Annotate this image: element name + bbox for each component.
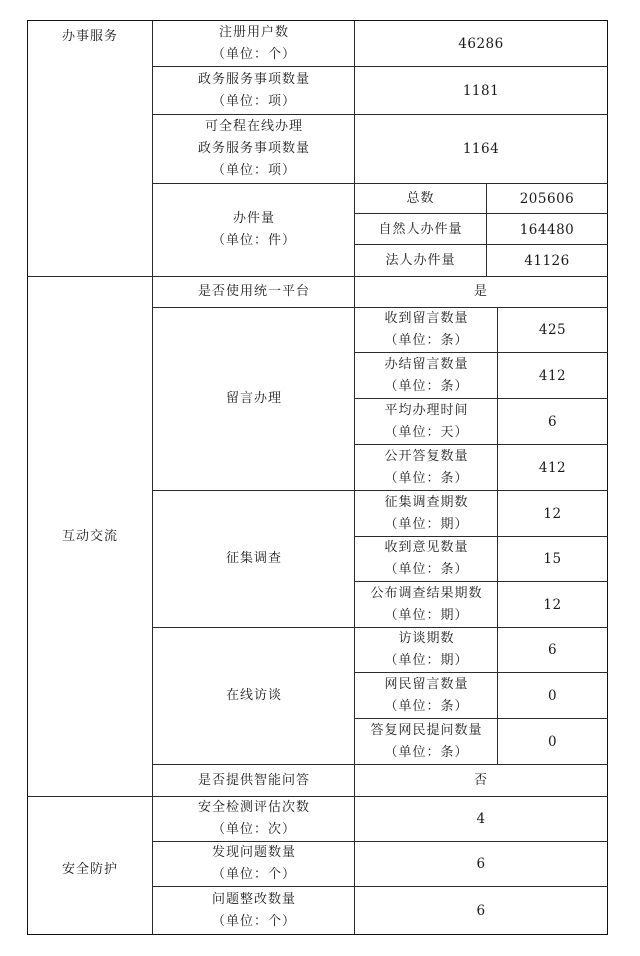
public-replies-value: 412 [538,459,567,476]
interview-periods-label: 访谈期数 （单位：期） [384,631,469,668]
row-divider [152,114,608,115]
security-assessments-value: 4 [476,811,486,827]
subrow-divider [354,536,608,537]
issues-rectified-label: 问题整改数量 （单位：个） [211,891,296,929]
netizen-messages-label: 网民留言数量 （单位：条） [384,676,469,714]
cases-total-label: 总数 [406,191,435,206]
security-assessments-label: 安全检测评估次数 （单位：次） [197,800,310,837]
cases-total-value: 205606 [519,191,575,207]
section-divider-2 [27,796,608,797]
online-service-items-label: 可全程在线办理 政务服务事项数量 （单位：项） [197,119,310,178]
row-divider [152,307,608,308]
registered-users-label: 注册用户数 （单位：个） [211,25,296,62]
issues-found-label: 发现问题数量 （单位：个） [211,845,296,882]
subrow-divider [354,444,608,445]
opinions-received-value: 15 [543,551,562,567]
cases-natural-person-value: 164480 [519,221,575,238]
message-received-label: 收到留言数量 （单位：条） [384,311,469,348]
row-divider [152,490,608,491]
netizen-questions-answered-label: 答复网民提问数量 （单位：条） [370,722,483,760]
section-divider-1 [27,276,608,277]
divider-col-a [152,20,153,935]
message-completed-label: 办结留言数量 （单位：条） [384,356,469,394]
smart-qa-label: 是否提供智能问答 [197,772,310,788]
border-right [607,20,608,935]
section-service-label: 办事服务 [61,29,118,44]
cases-legal-person-value: 41126 [524,252,570,269]
unified-platform-label: 是否使用统一平台 [197,284,310,299]
average-handling-time-label: 平均办理时间 （单位：天） [384,402,469,440]
row-divider [152,627,608,628]
opinions-received-label: 收到意见数量 （单位：条） [384,540,469,577]
service-items-label: 政务服务事项数量 （单位：项） [197,71,310,109]
border-top [27,20,608,21]
row-divider [152,841,608,842]
cases-natural-person-label: 自然人办件量 [378,221,463,237]
unified-platform-value: 是 [473,284,488,299]
online-interview-label: 在线访谈 [225,688,282,703]
subrow-divider [354,244,608,245]
subrow-divider [354,352,608,353]
cases-legal-person-label: 法人办件量 [385,252,456,268]
subrow-divider [354,213,608,214]
average-handling-time-value: 6 [547,413,558,430]
online-service-items-value: 1164 [462,141,500,157]
issues-found-value: 6 [476,856,486,872]
netizen-questions-answered-value: 0 [547,733,558,750]
interview-periods-value: 6 [547,642,558,658]
message-completed-value: 412 [538,367,567,384]
subrow-divider [354,581,608,582]
service-items-value: 1181 [462,82,500,99]
survey-label: 征集调查 [225,551,282,566]
divider-cases [486,183,487,277]
section-interaction-label: 互动交流 [61,529,118,544]
divider-col-b [354,20,355,935]
netizen-messages-value: 0 [547,687,558,704]
subrow-divider [354,718,608,719]
public-replies-label: 公开答复数量 （单位：条） [384,448,469,486]
survey-periods-label: 征集调查期数 （单位：期） [384,494,469,532]
subrow-divider [354,672,608,673]
border-left [27,20,28,935]
cases-label: 办件量 （单位：件） [211,211,296,248]
row-divider [152,886,608,887]
message-handling-label: 留言办理 [225,391,282,406]
row-divider [152,764,608,765]
survey-results-published-label: 公布调查结果期数 （单位：期） [370,585,483,623]
row-divider [152,66,608,67]
message-received-value: 425 [538,322,567,338]
issues-rectified-value: 6 [476,902,486,919]
section-security-label: 安全防护 [61,862,118,877]
survey-results-published-value: 12 [543,596,562,613]
smart-qa-value: 否 [473,772,488,788]
border-bottom [27,934,608,935]
survey-periods-value: 12 [543,505,562,522]
subrow-divider [354,398,608,399]
row-divider [152,183,608,184]
registered-users-value: 46286 [458,36,504,52]
